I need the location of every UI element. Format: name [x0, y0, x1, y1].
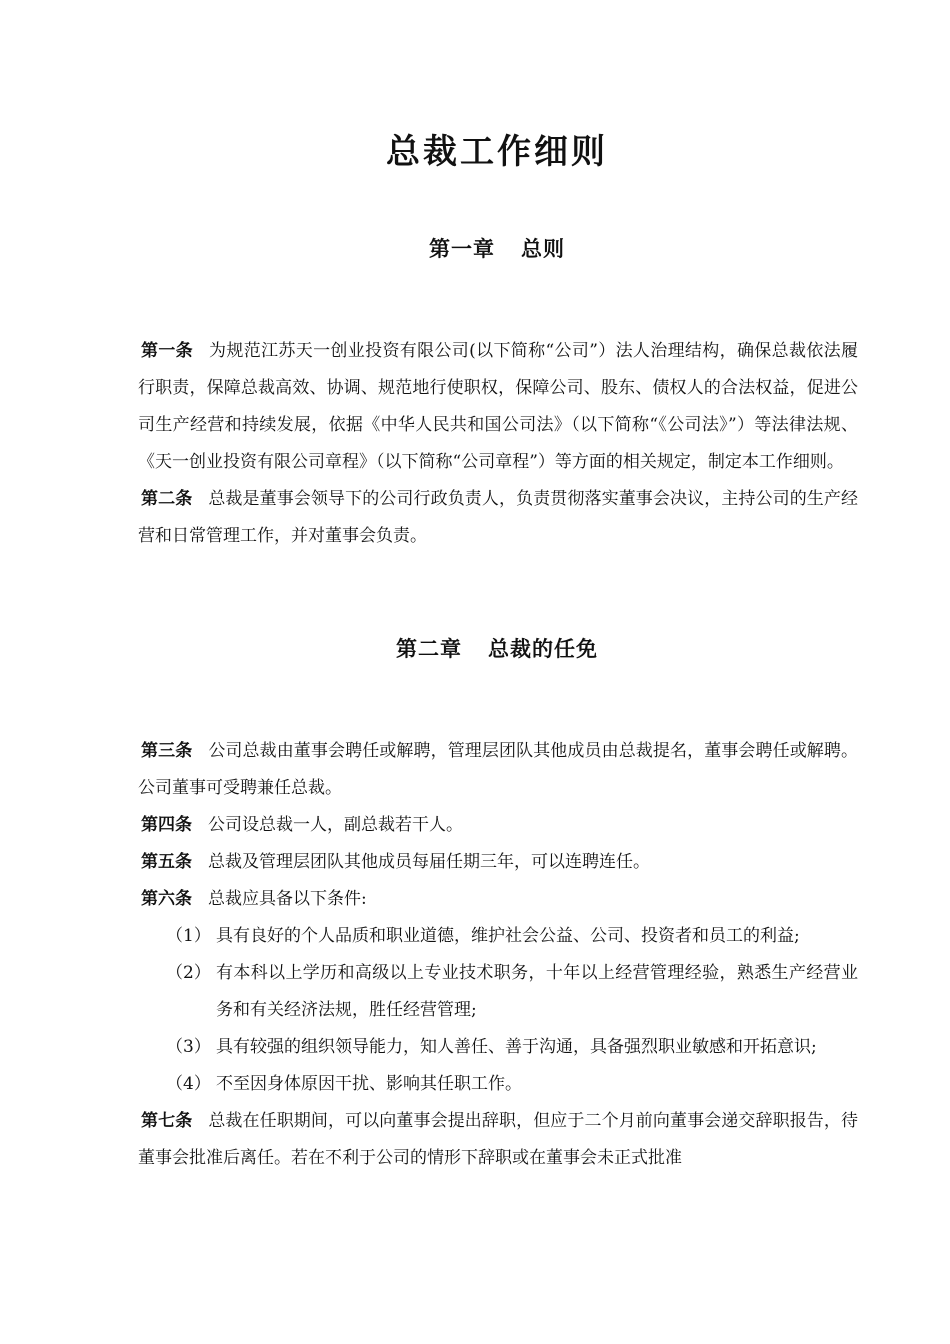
article-label: 第三条 — [141, 741, 193, 761]
article-2 — [138, 481, 858, 555]
article-label: 第六条 — [141, 889, 192, 909]
list-item — [138, 918, 858, 955]
list-item — [138, 1029, 858, 1066]
article-5 — [138, 844, 858, 881]
article-text: 公司总裁由董事会聘任或解聘，管理层团队其他成员由总裁提名，董事会聘任或解聘。公司董事可受聘兼任总裁。 — [138, 741, 859, 798]
list-item-number: （2） — [166, 963, 211, 983]
chapter-2-body — [138, 733, 858, 1177]
article-text: 总裁是董事会领导下的公司行政负责人，负责贯彻落实董事会决议，主持公司的生产经营和日常管理工作，并对董事会负责。 — [138, 489, 859, 546]
article-4 — [138, 807, 858, 844]
chapter-name: 总裁的任免 — [488, 636, 598, 661]
article-text: 总裁在任职期间，可以向董事会提出辞职，但应于二个月前向董事会递交辞职报告，待董事会批准后离任。若在不利于公司的情形下辞职或在董事会未正式批准 — [138, 1111, 859, 1168]
article-text: 为规范江苏天一创业投资有限公司(以下简称“公司”）法人治理结构，确保总裁依法履行职责，保障总裁高效、协调、规范地行使职权，保障公司、股东、债权人的合法权益，促进公司生产经营和持续发展，依据《中华人民共和国公司法》（以下简称“《公司法》”）等法律法规、《天一创业投资有限公司章程》（以下简称“公司章程”）等方面的相关规定，制定本工作细则。 — [138, 341, 859, 472]
article-label: 第七条 — [141, 1111, 193, 1131]
chapter-heading-2 — [0, 634, 950, 664]
list-item-text: 有本科以上学历和高级以上专业技术职务，十年以上经营管理经验，熟悉生产经营业务和有关经济法规，胜任经营管理; — [216, 963, 858, 1020]
list-item-number: （3） — [166, 1037, 211, 1057]
chapter-label: 第一章 — [429, 236, 495, 261]
list-item-text: 具有较强的组织领导能力，知人善任、善于沟通，具备强烈职业敏感和开拓意识; — [216, 1037, 817, 1057]
chapter-1-body — [138, 333, 858, 555]
chapter-name: 总则 — [521, 236, 565, 261]
list-item — [138, 1066, 858, 1103]
list-item — [138, 955, 858, 1029]
article-label: 第一条 — [141, 341, 194, 361]
list-item-number: （1） — [166, 926, 211, 946]
article-3 — [138, 733, 858, 807]
chapter-heading-1 — [0, 234, 950, 264]
list-item-text: 不至因身体原因干扰、影响其任职工作。 — [216, 1074, 522, 1094]
article-text: 总裁及管理层团队其他成员每届任期三年，可以连聘连任。 — [208, 852, 650, 872]
list-item-number: （4） — [166, 1074, 211, 1094]
article-label: 第五条 — [141, 852, 192, 872]
article-text: 总裁应具备以下条件: — [208, 889, 367, 909]
article-7 — [138, 1103, 858, 1177]
article-label: 第二条 — [141, 489, 193, 509]
list-item-text: 具有良好的个人品质和职业道德，维护社会公益、公司、投资者和员工的利益; — [216, 926, 800, 946]
article-6 — [138, 881, 858, 918]
article-label: 第四条 — [141, 815, 192, 835]
chapter-label: 第二章 — [396, 636, 462, 661]
document-title: 总裁工作细则 — [386, 132, 608, 172]
article-1 — [138, 333, 858, 481]
article-text: 公司设总裁一人，副总裁若干人。 — [208, 815, 463, 835]
